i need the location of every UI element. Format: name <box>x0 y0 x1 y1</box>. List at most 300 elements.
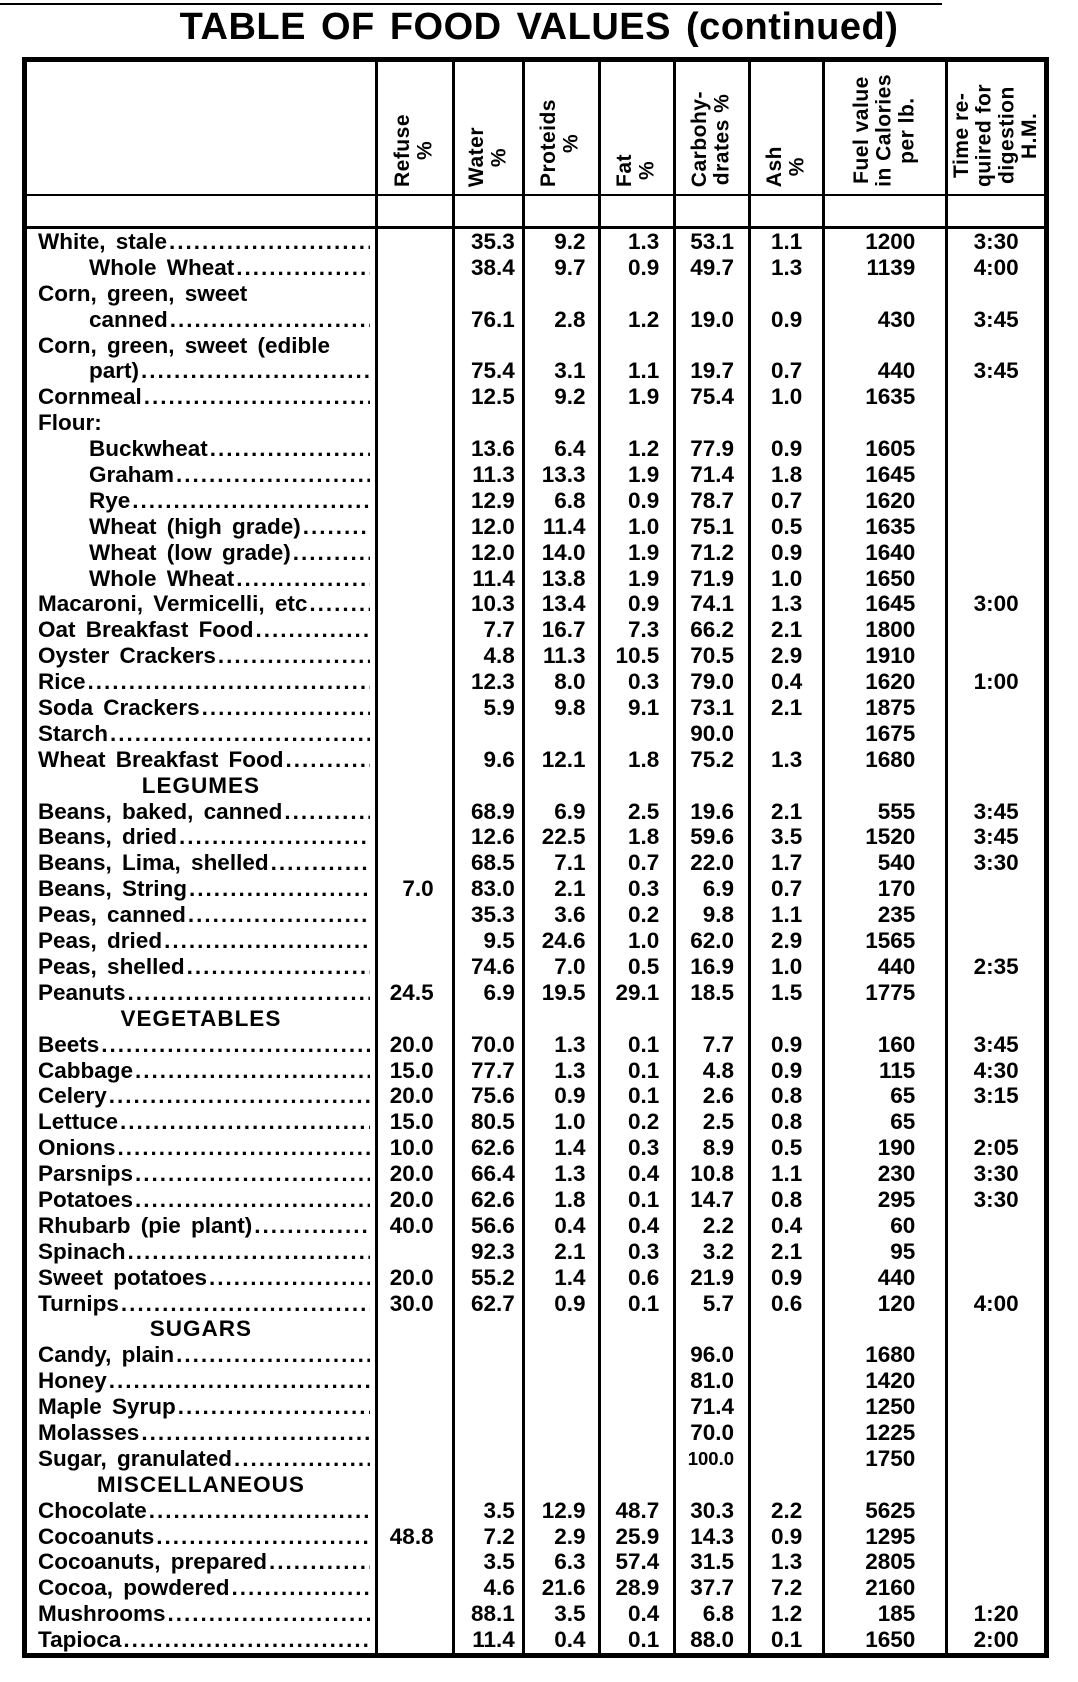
carbohydrates-cell <box>673 1316 748 1342</box>
food-name-cell <box>27 1213 375 1239</box>
refuse-cell <box>375 928 452 954</box>
fat-cell: 57.4 <box>598 1549 674 1575</box>
refuse-cell <box>375 333 452 359</box>
gap-cell <box>375 196 452 226</box>
food-name-cell <box>27 436 375 462</box>
food-name-cell <box>27 488 375 514</box>
carbohydrates-cell: 66.2 <box>673 617 748 643</box>
fuel_value-cell: 185 <box>822 1601 945 1627</box>
fuel_value-cell: 1640 <box>822 540 945 566</box>
time_digestion-cell <box>945 1549 1044 1575</box>
table-row <box>27 488 1044 514</box>
water-cell: 12.6 <box>452 824 522 850</box>
ash-cell: 0.4 <box>748 669 822 695</box>
food-name-cell <box>27 850 375 876</box>
fat-cell: 0.9 <box>598 255 674 281</box>
fuel_value-cell: 440 <box>822 1265 945 1291</box>
fuel_value-cell <box>822 773 945 799</box>
food-name-cell <box>27 1135 375 1161</box>
table-row <box>27 1161 1044 1187</box>
fat-cell <box>598 1342 674 1368</box>
ash-cell: 1.7 <box>748 850 822 876</box>
time_digestion-cell <box>945 281 1044 307</box>
fuel_value-cell: 1800 <box>822 617 945 643</box>
fat-cell: 0.4 <box>598 1161 674 1187</box>
fat-cell: 0.1 <box>598 1032 674 1058</box>
time_digestion-cell <box>945 928 1044 954</box>
water-cell: 75.4 <box>452 358 522 384</box>
dot-leader <box>254 1213 370 1239</box>
water-cell: 75.6 <box>452 1083 522 1109</box>
food-name: Beans, Lima, shelled <box>38 850 269 876</box>
proteids-cell: 6.4 <box>522 436 598 462</box>
fuel_value-cell: 65 <box>822 1083 945 1109</box>
column-header-ash <box>748 62 822 194</box>
food-name-cell <box>27 410 375 436</box>
fat-cell <box>598 721 674 747</box>
carbohydrates-cell: 37.7 <box>673 1575 748 1601</box>
table-row <box>27 1032 1044 1058</box>
water-cell: 6.9 <box>452 980 522 1006</box>
refuse-cell <box>375 410 452 436</box>
ash-cell <box>748 1368 822 1394</box>
dot-leader <box>303 514 370 540</box>
fat-cell <box>598 1472 674 1498</box>
time_digestion-cell <box>945 436 1044 462</box>
fat-cell: 0.2 <box>598 1109 674 1135</box>
dot-leader <box>121 1291 370 1317</box>
gap-cell <box>822 196 945 226</box>
refuse-cell: 30.0 <box>375 1291 452 1317</box>
table-row <box>27 1394 1044 1420</box>
page-title: TABLE OF FOOD VALUES (continued) <box>179 6 899 48</box>
fuel_value-cell: 120 <box>822 1291 945 1317</box>
food-name-cell <box>27 1058 375 1084</box>
dot-leader <box>176 462 370 488</box>
refuse-cell <box>375 643 452 669</box>
table-row <box>27 566 1044 592</box>
fat-cell: 1.0 <box>598 928 674 954</box>
refuse-cell <box>375 358 452 384</box>
food-name-cell <box>27 980 375 1006</box>
rotated-header-text: Fuel value in Calories per lb. <box>850 74 919 187</box>
food-name: Lettuce <box>38 1109 119 1135</box>
fuel_value-cell: 1910 <box>822 643 945 669</box>
food-name: Spinach <box>38 1238 126 1264</box>
food-name: Whole Wheat <box>89 565 235 591</box>
food-name-cell <box>27 824 375 850</box>
water-cell: 12.0 <box>452 540 522 566</box>
food-name: Corn, green, sweet (edible <box>38 332 331 358</box>
table-row <box>27 436 1044 462</box>
proteids-cell: 19.5 <box>522 980 598 1006</box>
section-row <box>27 1316 1044 1342</box>
food-name-cell <box>27 307 375 333</box>
ash-cell: 1.1 <box>748 1161 822 1187</box>
water-cell: 3.5 <box>452 1498 522 1524</box>
fat-cell: 25.9 <box>598 1524 674 1550</box>
carbohydrates-cell: 79.0 <box>673 669 748 695</box>
proteids-cell: 2.1 <box>522 876 598 902</box>
food-name: Wheat (low grade) <box>89 539 291 565</box>
carbohydrates-cell: 19.0 <box>673 307 748 333</box>
table-row <box>27 1524 1044 1550</box>
section-title: SUGARS <box>149 1316 253 1342</box>
time_digestion-cell <box>945 1342 1044 1368</box>
dot-leader <box>169 229 370 255</box>
proteids-cell: 9.8 <box>522 695 598 721</box>
food-name: Cocoanuts <box>38 1523 155 1549</box>
carbohydrates-cell: 77.9 <box>673 436 748 462</box>
dot-leader <box>110 721 370 747</box>
water-cell: 4.6 <box>452 1575 522 1601</box>
proteids-cell <box>522 1368 598 1394</box>
food-name-cell <box>27 540 375 566</box>
refuse-cell <box>375 1601 452 1627</box>
refuse-cell: 15.0 <box>375 1058 452 1084</box>
fuel_value-cell <box>822 281 945 307</box>
fat-cell: 0.1 <box>598 1627 674 1653</box>
food-name: Mushrooms <box>38 1601 166 1627</box>
table-row <box>27 1058 1044 1084</box>
table-row <box>27 1291 1044 1317</box>
fat-cell: 1.9 <box>598 566 674 592</box>
dot-leader <box>178 1394 370 1420</box>
fuel_value-cell: 440 <box>822 358 945 384</box>
food-name-cell <box>27 928 375 954</box>
refuse-cell: 20.0 <box>375 1083 452 1109</box>
food-name: Oyster Crackers <box>38 643 216 669</box>
food-name: Cocoa, powdered <box>38 1575 230 1601</box>
fuel_value-cell: 1620 <box>822 669 945 695</box>
dot-leader <box>188 902 370 928</box>
water-cell <box>452 1446 522 1472</box>
fat-cell: 2.5 <box>598 799 674 825</box>
food-name: Cornmeal <box>38 384 142 410</box>
table-row <box>27 229 1044 255</box>
fat-cell: 1.2 <box>598 307 674 333</box>
fuel_value-cell: 160 <box>822 1032 945 1058</box>
fat-cell <box>598 1006 674 1032</box>
carbohydrates-cell: 74.1 <box>673 591 748 617</box>
ash-cell: 0.4 <box>748 1213 822 1239</box>
water-cell: 7.2 <box>452 1524 522 1550</box>
water-cell: 5.9 <box>452 695 522 721</box>
water-cell: 12.5 <box>452 384 522 410</box>
refuse-cell: 24.5 <box>375 980 452 1006</box>
time_digestion-cell: 2:05 <box>945 1135 1044 1161</box>
dot-leader <box>232 1575 370 1601</box>
ash-cell: 2.1 <box>748 617 822 643</box>
table-row <box>27 850 1044 876</box>
ash-cell: 1.0 <box>748 384 822 410</box>
food-name-cell <box>27 1446 375 1472</box>
table-row <box>27 617 1044 643</box>
carbohydrates-cell: 90.0 <box>673 721 748 747</box>
water-cell: 68.9 <box>452 799 522 825</box>
ash-cell: 7.2 <box>748 1575 822 1601</box>
proteids-cell <box>522 281 598 307</box>
food-name: Celery <box>38 1083 107 1109</box>
time_digestion-cell <box>945 1498 1044 1524</box>
dot-leader <box>293 540 370 566</box>
time_digestion-cell <box>945 617 1044 643</box>
water-cell: 56.6 <box>452 1213 522 1239</box>
food-name-cell <box>27 954 375 980</box>
carbohydrates-cell: 75.2 <box>673 747 748 773</box>
food-name: Wheat (high grade) <box>89 513 301 539</box>
time_digestion-cell <box>945 1575 1044 1601</box>
rotated-header-text: Proteids % <box>537 98 584 187</box>
time_digestion-cell <box>945 1472 1044 1498</box>
fat-cell <box>598 773 674 799</box>
fuel_value-cell: 115 <box>822 1058 945 1084</box>
food-name: Turnips <box>38 1290 119 1316</box>
food-name-cell <box>27 1083 375 1109</box>
time_digestion-cell <box>945 1394 1044 1420</box>
proteids-cell: 1.3 <box>522 1032 598 1058</box>
food-name: Graham <box>89 462 175 488</box>
table-row <box>27 980 1044 1006</box>
carbohydrates-cell: 2.5 <box>673 1109 748 1135</box>
fat-cell: 9.1 <box>598 695 674 721</box>
food-name: Onions <box>38 1135 116 1161</box>
carbohydrates-cell: 81.0 <box>673 1368 748 1394</box>
carbohydrates-cell <box>673 773 748 799</box>
proteids-cell <box>522 721 598 747</box>
fat-cell: 1.3 <box>598 229 674 255</box>
proteids-cell: 0.9 <box>522 1291 598 1317</box>
water-cell: 92.3 <box>452 1239 522 1265</box>
fuel_value-cell <box>822 1316 945 1342</box>
ash-cell: 0.6 <box>748 1291 822 1317</box>
food-name: Beans, dried <box>38 824 178 850</box>
ash-cell: 0.9 <box>748 1524 822 1550</box>
time_digestion-cell <box>945 876 1044 902</box>
table-row <box>27 954 1044 980</box>
water-cell: 12.0 <box>452 514 522 540</box>
fuel_value-cell: 1565 <box>822 928 945 954</box>
fuel_value-cell <box>822 410 945 436</box>
refuse-cell: 20.0 <box>375 1161 452 1187</box>
food-name-cell <box>27 281 375 307</box>
refuse-cell: 48.8 <box>375 1524 452 1550</box>
gap-cell <box>598 196 674 226</box>
refuse-cell <box>375 1316 452 1342</box>
table-row <box>27 1420 1044 1446</box>
fuel_value-cell: 1605 <box>822 436 945 462</box>
food-name: Corn, green, sweet <box>38 280 248 306</box>
fat-cell: 7.3 <box>598 617 674 643</box>
time_digestion-cell <box>945 540 1044 566</box>
dot-leader <box>202 695 370 721</box>
refuse-cell <box>375 462 452 488</box>
time_digestion-cell: 3:45 <box>945 824 1044 850</box>
fat-cell: 0.1 <box>598 1187 674 1213</box>
time_digestion-cell: 1:00 <box>945 669 1044 695</box>
time_digestion-cell <box>945 1265 1044 1291</box>
fat-cell: 0.4 <box>598 1601 674 1627</box>
fat-cell: 0.4 <box>598 1213 674 1239</box>
food-name-cell <box>27 1420 375 1446</box>
food-name-cell <box>27 1472 375 1498</box>
ash-cell: 0.7 <box>748 358 822 384</box>
proteids-cell: 13.4 <box>522 591 598 617</box>
dot-leader <box>128 1239 370 1265</box>
food-name: Soda Crackers <box>38 695 200 721</box>
refuse-cell <box>375 540 452 566</box>
rotated-header-text: Carbohy- drates % <box>688 90 735 187</box>
water-cell: 10.3 <box>452 591 522 617</box>
food-name-cell <box>27 1342 375 1368</box>
proteids-cell: 0.4 <box>522 1627 598 1653</box>
ash-cell <box>748 1316 822 1342</box>
fat-cell: 28.9 <box>598 1575 674 1601</box>
water-cell <box>452 281 522 307</box>
dot-leader <box>234 1446 370 1472</box>
column-header-time_digestion <box>945 62 1044 194</box>
gap-cell <box>452 196 522 226</box>
water-cell: 83.0 <box>452 876 522 902</box>
fat-cell: 0.1 <box>598 1291 674 1317</box>
ash-cell: 2.2 <box>748 1498 822 1524</box>
section-row <box>27 1006 1044 1032</box>
time_digestion-cell <box>945 1006 1044 1032</box>
fuel_value-cell: 1250 <box>822 1394 945 1420</box>
fuel_value-cell: 170 <box>822 876 945 902</box>
ash-cell <box>748 1006 822 1032</box>
proteids-cell: 6.3 <box>522 1549 598 1575</box>
food-name-cell <box>27 1316 375 1342</box>
fat-cell <box>598 1316 674 1342</box>
ash-cell: 1.0 <box>748 954 822 980</box>
time_digestion-cell: 3:00 <box>945 591 1044 617</box>
ash-cell: 0.7 <box>748 876 822 902</box>
wrapped-name-row <box>27 281 1044 307</box>
ash-cell: 1.1 <box>748 229 822 255</box>
food-name-cell <box>27 1161 375 1187</box>
table-row <box>27 307 1044 333</box>
column-header-fat <box>598 62 674 194</box>
proteids-cell <box>522 1342 598 1368</box>
water-cell <box>452 773 522 799</box>
refuse-cell <box>375 1420 452 1446</box>
carbohydrates-cell: 31.5 <box>673 1549 748 1575</box>
food-name: Rhubarb (pie plant) <box>38 1212 253 1238</box>
ash-cell: 0.8 <box>748 1109 822 1135</box>
fat-cell: 0.1 <box>598 1058 674 1084</box>
rotated-header-text: Fat % <box>613 154 659 187</box>
food-name: Peas, dried <box>38 928 163 954</box>
time_digestion-cell <box>945 1109 1044 1135</box>
carbohydrates-cell <box>673 281 748 307</box>
food-name-cell <box>27 1627 375 1653</box>
ash-cell: 0.9 <box>748 1265 822 1291</box>
gap-cell <box>522 196 598 226</box>
refuse-cell <box>375 307 452 333</box>
carbohydrates-cell: 19.6 <box>673 799 748 825</box>
fuel_value-cell: 1295 <box>822 1524 945 1550</box>
dot-leader <box>256 617 370 643</box>
fuel_value-cell: 1680 <box>822 747 945 773</box>
fat-cell: 0.9 <box>598 591 674 617</box>
fat-cell: 29.1 <box>598 980 674 1006</box>
dot-leader <box>271 850 370 876</box>
dot-leader <box>109 1368 370 1394</box>
proteids-cell: 13.3 <box>522 462 598 488</box>
fat-cell: 0.3 <box>598 876 674 902</box>
ash-cell: 1.3 <box>748 747 822 773</box>
rotated-header-text: Water % <box>464 126 511 187</box>
refuse-cell <box>375 1575 452 1601</box>
time_digestion-cell: 3:30 <box>945 229 1044 255</box>
header-row <box>27 62 1044 196</box>
dot-leader <box>236 566 370 592</box>
carbohydrates-cell: 14.3 <box>673 1524 748 1550</box>
food-name-cell <box>27 333 375 359</box>
refuse-cell <box>375 954 452 980</box>
water-cell: 80.5 <box>452 1109 522 1135</box>
carbohydrates-cell: 73.1 <box>673 695 748 721</box>
table-row <box>27 514 1044 540</box>
refuse-cell <box>375 1006 452 1032</box>
food-name: Oat Breakfast Food <box>38 617 254 643</box>
carbohydrates-cell: 49.7 <box>673 255 748 281</box>
food-values-table <box>22 57 1049 1658</box>
proteids-cell: 2.8 <box>522 307 598 333</box>
time_digestion-cell <box>945 747 1044 773</box>
time_digestion-cell: 3:30 <box>945 1187 1044 1213</box>
food-name: Tapioca <box>38 1627 122 1653</box>
table-row <box>27 1368 1044 1394</box>
carbohydrates-cell: 71.4 <box>673 462 748 488</box>
table-row <box>27 1135 1044 1161</box>
water-cell: 88.1 <box>452 1601 522 1627</box>
dot-leader <box>176 1342 370 1368</box>
time_digestion-cell <box>945 902 1044 928</box>
dot-leader <box>156 1524 370 1550</box>
dot-leader <box>269 1549 370 1575</box>
dot-leader <box>118 1135 370 1161</box>
column-header-water <box>452 62 522 194</box>
time_digestion-cell: 3:45 <box>945 1032 1044 1058</box>
ash-cell: 2.1 <box>748 695 822 721</box>
fuel_value-cell <box>822 1472 945 1498</box>
dot-leader <box>149 1498 370 1524</box>
food-name-cell <box>27 1575 375 1601</box>
column-header-proteids <box>522 62 598 194</box>
water-cell: 68.5 <box>452 850 522 876</box>
food-name-cell <box>27 1032 375 1058</box>
food-name-cell <box>27 229 375 255</box>
food-name: Sweet potatoes <box>38 1264 208 1290</box>
ash-cell: 1.8 <box>748 462 822 488</box>
carbohydrates-cell: 62.0 <box>673 928 748 954</box>
time_digestion-cell: 4:00 <box>945 1291 1044 1317</box>
fuel_value-cell: 295 <box>822 1187 945 1213</box>
table-row <box>27 1627 1044 1653</box>
time_digestion-cell <box>945 488 1044 514</box>
water-cell <box>452 1420 522 1446</box>
dot-leader <box>218 643 370 669</box>
fuel_value-cell: 1635 <box>822 514 945 540</box>
ash-cell: 1.0 <box>748 566 822 592</box>
food-name-cell <box>27 1498 375 1524</box>
food-name-cell <box>27 773 375 799</box>
refuse-cell: 10.0 <box>375 1135 452 1161</box>
dot-leader <box>168 1601 370 1627</box>
table-row <box>27 462 1044 488</box>
